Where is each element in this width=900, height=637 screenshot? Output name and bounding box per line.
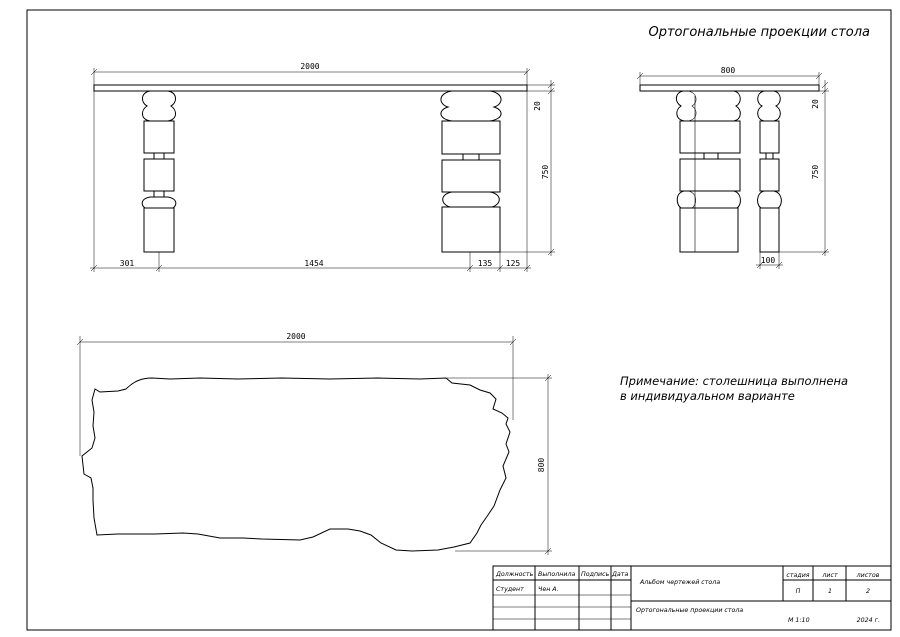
tb-drawing-name: Ортогональные проекции стола <box>636 607 744 614</box>
side-narrow-leg <box>758 91 782 252</box>
side-wide-leg <box>676 91 740 252</box>
front-dim-left-offset: 301 <box>119 259 135 268</box>
sheet-title: Ортогональные проекции стола <box>648 25 870 40</box>
front-dim-length: 2000 <box>300 62 320 71</box>
title-block <box>493 566 891 630</box>
tb-year: 2024 г. <box>856 617 880 624</box>
tb-role: Студент <box>496 586 524 593</box>
tb-header-performed: Выполнила <box>538 571 576 578</box>
tb-header-position: Должность <box>496 571 534 578</box>
sheet-frame <box>27 10 891 630</box>
tb-sheet: 1 <box>827 588 833 595</box>
top-tabletop-outline <box>82 378 510 551</box>
side-tabletop <box>640 85 819 91</box>
tb-album: Альбом чертежей стола <box>640 579 721 586</box>
side-dim-top-thickness: 20 <box>811 99 820 109</box>
note-line-1: Примечание: столешница выполнена <box>620 374 849 388</box>
tb-stage: П <box>795 588 801 595</box>
tb-header-signature: Подпись <box>581 571 610 578</box>
front-tabletop <box>94 85 527 91</box>
top-dim-width: 800 <box>537 457 546 473</box>
front-dim-leg-spacing: 1454 <box>304 259 324 268</box>
front-view <box>90 62 555 272</box>
front-dim-height: 750 <box>541 164 550 180</box>
tb-header-date: Дата <box>612 571 629 578</box>
top-dim-length: 2000 <box>286 332 306 341</box>
tb-scale: М 1:10 <box>788 617 810 624</box>
tb-header-sheet: лист <box>822 572 838 579</box>
tb-sheets: 2 <box>865 588 871 595</box>
front-dim-leg-width: 135 <box>477 259 493 268</box>
front-dim-right-offset: 125 <box>505 259 521 268</box>
side-view <box>637 66 829 269</box>
note-line-2: в индивидуальном варианте <box>620 389 795 403</box>
front-dim-top-thickness: 20 <box>533 101 542 111</box>
side-dim-leg-width: 100 <box>760 256 776 265</box>
tb-header-sheets: листов <box>856 572 880 579</box>
front-left-leg <box>142 91 176 252</box>
front-right-leg <box>441 91 501 252</box>
side-dim-height: 750 <box>811 164 820 180</box>
top-view <box>77 332 552 555</box>
side-dim-width: 800 <box>720 66 736 75</box>
tb-author: Чен А. <box>538 586 559 593</box>
tb-header-stage: стадия <box>786 572 810 579</box>
